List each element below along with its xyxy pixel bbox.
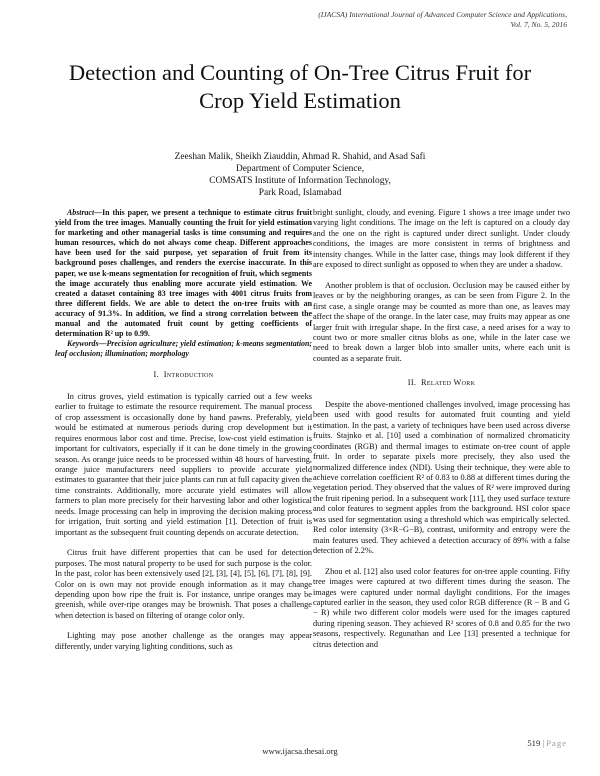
- page-number-value: 519: [527, 738, 541, 748]
- affiliation: [60, 163, 540, 199]
- keywords-label: Keywords: [67, 339, 99, 349]
- journal-line-2: Vol. 7, No. 5, 2016: [510, 20, 567, 29]
- paragraph: Another problem is that of occlusion. Occlusion may be caused either by leaves or by the neighboring oranges, as can be seen from Figure 2. In the first case, a single orange may be counted as more than one, as leaves may affect the shape of the orange. In the later case, may fruits may appear as one larger fruit with irregular shape. In the first case, a need arises for a way to count two or more smaller citrus blobs as one, while in the later case we need to break down a larger blob into smaller units, where each unit is counted as a separate fruit.: [313, 280, 570, 363]
- paragraph: Citrus fruit have different properties that can be used for detection purposes. The most natural property to be used for such purpose is the color. In the past, color has been extensively used [2], [3], [4], [5], [6], [7], [8], [9]. Color on is own may not provide enough information as it may change depending upon how ripe the fruit is. For instance, unripe oranges may be greenish, while over-ripe oranges may be brownish. That poses a challenge when detection is based on filtering of orange color only.: [55, 548, 312, 620]
- title-line-1: Detection and Counting of On-Tree Citrus Fruit for: [68, 60, 532, 85]
- abstract-label: Abstract: [67, 208, 95, 217]
- left-column: [55, 208, 312, 652]
- affiliation-line-2: COMSATS Institute of Information Technology,: [209, 176, 391, 186]
- paragraph: Lighting may pose another challenge as the oranges may appear differently, under varying lighting conditions, such as: [55, 631, 312, 651]
- right-column: [313, 208, 570, 650]
- keywords: [55, 339, 312, 359]
- page-word: Page: [546, 738, 567, 748]
- section-number: II.: [407, 378, 417, 388]
- journal-header: [237, 10, 567, 30]
- paragraph: Zhou et al. [12] also used color features for on-tree apple counting. Fifty tree images were captured at two different times during the season. The images were captured under normal daylight conditions. For the images captured earlier in the season, they used color RGB difference (R − B and G − R) while two different color models were used for the images captured during ripening season. They achieved R² scores of 0.8 and 0.85 for the two seasons, respectively. Regunathan and Lee [13] presented a technique for citrus detection and: [313, 566, 570, 649]
- section-heading-related-work: [313, 378, 570, 388]
- abstract: [55, 208, 312, 339]
- paper-title: [40, 59, 560, 115]
- keywords-text: —Precision agriculture; yield estimation; k-means segmentation; leaf occlusion; illumination; morphology: [55, 339, 312, 359]
- section-number: I.: [153, 370, 159, 380]
- paragraph: bright sunlight, cloudy, and evening. Figure 1 shows a tree image under two varying light conditions. The image on the left is captured on a cloudy day and the one on the right is captured under direct sunlight. Under cloudy conditions, the images are more consistent in terms of brightness and intensity changes. While in the latter case, things may look different if they are exposed to direct sunlight as opposed to when they are under a shadow.: [313, 208, 570, 270]
- journal-url: www.ijacsa.thesai.org: [262, 746, 338, 756]
- author-list: Zeeshan Malik, Sheikh Ziauddin, Ahmad R. Shahid, and Asad Safi: [174, 152, 426, 162]
- journal-line-1: (IJACSA) International Journal of Advanced Computer Science and Applications,: [318, 10, 567, 19]
- section-title: Introduction: [163, 370, 214, 380]
- title-line-2: Crop Yield Estimation: [199, 88, 401, 113]
- paragraph: Despite the above-mentioned challenges involved, image processing has been used with good results for automated fruit counting and yield estimation. In the past, a variety of techniques have been used across diverse fruits. Stajnko et al. [10] used a combination of normalized chromaticity coordinates (RGB) and thermal images to estimate on-tree count of apple fruit. In order to separate pixels more precisely, they also used the normalized difference index (NDI). Using their technique, they were able to achieve correlation coefficient R² of 0.83 to 0.88 at different times during the vegetation period. They observed that the values of R² were improved during the fruit ripening period. In a subsequent work [11], they used surface texture and color features to segment apples from the background. HSI color space was used for segmentation using a threshold which was empirically selected. Red color intensity (3×R−G−B), contrast, uniformity and entropy were the main features used. They achieved a detection accuracy of 89% with a false detection of 2.2%.: [313, 399, 570, 556]
- affiliation-line-3: Park Road, Islamabad: [258, 188, 342, 198]
- page-separator: |: [542, 738, 545, 748]
- section-title: Related Work: [421, 378, 476, 388]
- section-heading-introduction: [55, 370, 312, 380]
- abstract-text: —In this paper, we present a technique to estimate citrus fruit yield from the tree images. Manually counting the fruit for yield estimation for marketing and other managerial tasks is time consuming and requires human resources, which do not always come cheap. Different approaches have been used for the said purpose, yet separation of fruit from its background poses challenges, and renders the exercise inaccurate. In this paper, we use k-means segmentation for recognition of fruit, which segments the image accurately thus enabling more accurate yield estimation. We created a dataset containing 83 tree images with 4001 citrus fruits from three different fields. We are able to detect the on-tree fruits with an accuracy of 91.3%. In addition, we find a strong correlation between the manual and the automated fruit count by getting coefficients of determination R² up to 0.99.: [55, 208, 312, 339]
- paragraph: In citrus groves, yield estimation is typically carried out a few weeks earlier to fruitage to estimate the resource requirement. The manual process of crop assessment is occasionally done by hand pawns. Preferably, yield would be estimated at numerous periods during crop development but it requires enormous labor cost and time. Precise, low-cost yield estimation is important for cultivators, especially if it can be done timely in the growing season. As orange juice needs to be processed within 48 hours of harvesting, orange juice manufacturers need suppliers to provide accurate yield estimates to guarantee that their juice plants can run at full capacity given the time constraints. Additionally, more accurate yield estimates will allow farmers to plan more precisely for their harvesting labor and other logistical needs. Image processing can help in improving the decision making process for irrigation, fruit sorting and yield estimation [1]. Detection of fruit is important as the subsequent fruit counting depends on accurate detection.: [55, 391, 312, 537]
- affiliation-line-1: Department of Computer Science,: [235, 164, 365, 174]
